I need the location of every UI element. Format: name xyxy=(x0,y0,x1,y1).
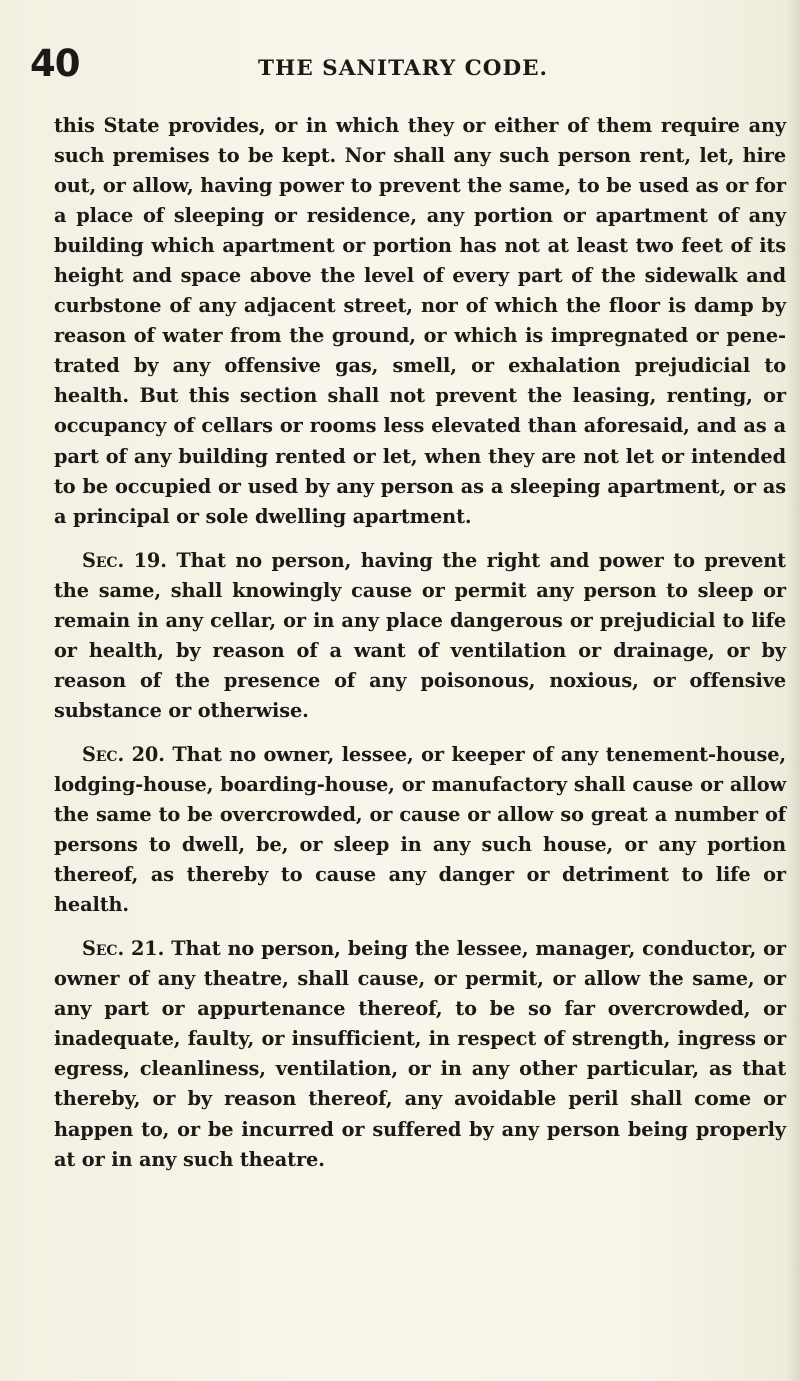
paragraph-text: That no person, having the right and power to prevent the same, shall knowingly cause or permit any person to sleep or remain in any cellar, or in any place dangerous or prejudicial to life or health, by reason of a want of ventilation or drainage, or by reason of the presence of any poisonous, noxious, or offensive substance or otherwise. xyxy=(54,548,786,722)
section-21-paragraph xyxy=(54,934,786,1174)
section-20-paragraph xyxy=(54,740,786,920)
continued-paragraph xyxy=(54,111,786,532)
paragraph-text: this State provides, or in which they or either of them require any such premises to be kept. Nor shall any such person rent, let, hire out, or allow, having power to prevent the same, to be used as or for a place of sleeping or residence, any portion or apartment of any building which apartment or portion has not at least two feet of its height and space above the level of every part of the sidewalk and curbstone of any adjacent street, nor of which the floor is damp by reason of water from the ground, or which is impregnated or penetrated by any offensive gas, smell, or exhalation prejudicial to health. But this section shall not prevent the leasing, renting, or occupancy of cellars or rooms less elevated than aforesaid, and as a part of any building rented or let, when they are not let or intended to be occupied or used by any person as a sleeping apartment, or as a principal or sole dwelling apartment. xyxy=(54,114,786,528)
body-text xyxy=(54,111,786,1175)
page-edge-shadow xyxy=(786,0,800,1381)
paragraph-text: That no owner, lessee, or keeper of any tenement-house, lodging-house, boarding-house, or manufactory shall cause or allow the same to be overcrowded, or cause or allow so great a number of persons to dwell, be, or sleep in any such house, or any portion thereof, as thereby to cause any danger or detriment to life or health. xyxy=(54,742,786,917)
page-header xyxy=(0,42,800,92)
section-label: Sec. 20. xyxy=(82,742,165,766)
page-number: 40 xyxy=(30,42,80,85)
paragraph-text: That no person, being the lessee, manager, conductor, or owner of any theatre, shall cause, or permit, or allow the same, or any part or appurtenance thereof, to be so far overcrowded, or inadequate, faulty, or insufficient, in respect of strength, ingress or egress, cleanliness, ventilation, or in any other particular, as that thereby, or by reason thereof, any avoidable peril shall come or happen to, or be incurred or suffered by any person being properly at or in any such theatre. xyxy=(54,937,786,1171)
section-label: Sec. 21. xyxy=(82,937,165,961)
section-19-paragraph xyxy=(54,546,786,726)
section-label: Sec. 19. xyxy=(82,548,167,572)
running-head: THE SANITARY CODE. xyxy=(258,56,549,81)
